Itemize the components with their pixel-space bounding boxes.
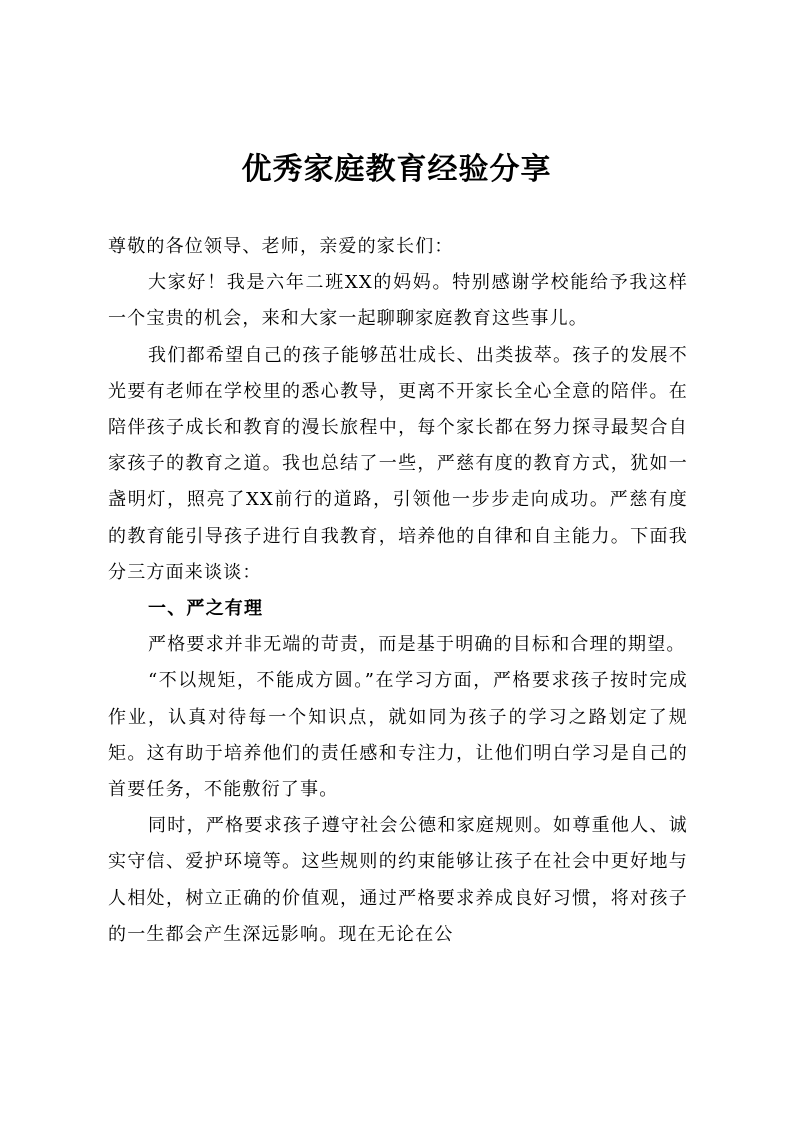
salutation: 尊敬的各位领导、老师，亲爱的家长们：: [108, 236, 454, 257]
paragraph-study-rules: “不以规矩，不能成方圆。”在学习方面，严格要求孩子按时完成作业，认真对待每一个知识点，就如同为孩子的学习之路划定了规矩。这有助于培养他们的责任感和专注力，让他们明白学习是自己的首要任务，不能敷衍了事。: [108, 670, 688, 801]
document-body: [108, 229, 688, 953]
document-title: 优秀家庭教育经验分享: [241, 152, 552, 187]
paragraph-social-rules: 同时，严格要求孩子遵守社会公德和家庭规则。如尊重他人、诚实守信、爱护环境等。这些规则的约束能够让孩子在社会中更好地与人相处，树立正确的价值观，通过严格要求养成良好习惯，将对孩子的一生都会产生深远影响。现在无论在公: [108, 815, 688, 945]
paragraph-intro: 大家好！我是六年二班XX的妈妈。特别感谢学校能给予我这样一个宝贵的机会，来和大家一起聊聊家庭教育这些事儿。: [108, 272, 688, 330]
section-heading-1: 一、严之有理: [148, 598, 264, 620]
paragraph-overview: 我们都希望自己的孩子能够茁壮成长、出类拔萃。孩子的发展不光要有老师在学校里的悉心教导，更离不开家长全心全意的陪伴。在陪伴孩子成长和教育的漫长旅程中，每个家长都在努力探寻最契合自家孩子的教育之道。我也总结了一些，严慈有度的教育方式，犹如一盏明灯，照亮了XX前行的道路，引领他一步步走向成功。严慈有度的教育能引导孩子进行自我教育，培养他的自律和自主能力。下面我分三方面来谈谈：: [108, 344, 688, 583]
paragraph-strict-definition: 严格要求并非无端的苛责，而是基于明确的目标和合理的期望。: [148, 634, 686, 656]
